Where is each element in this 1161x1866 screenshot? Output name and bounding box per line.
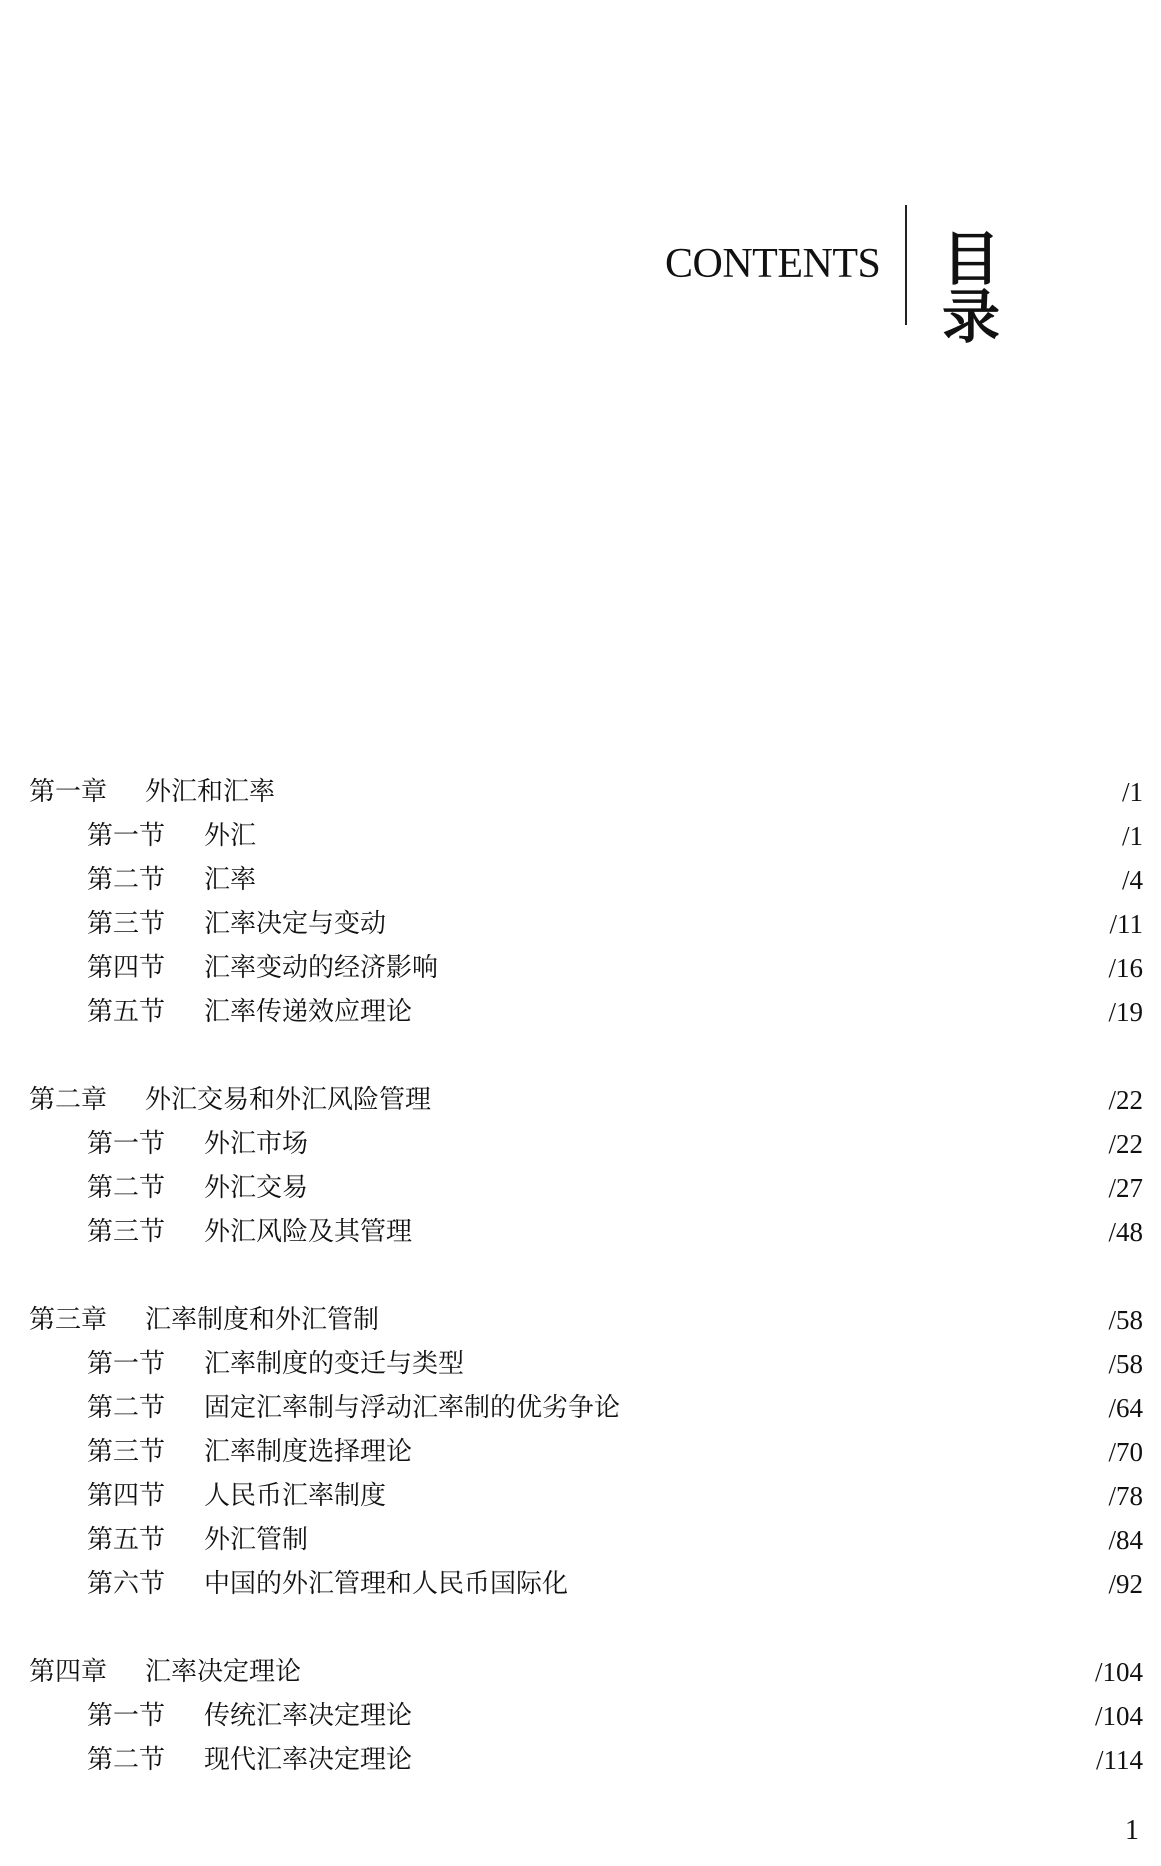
toc-section-row-title: 汇率制度选择理论: [204, 1437, 413, 1467]
toc-chapter-row-title: 外汇和汇率: [145, 777, 276, 807]
toc-section-row-num: 第三节: [87, 1437, 166, 1467]
toc-section-row[interactable]: [0, 990, 1161, 1034]
toc-section-row-page: /70: [1108, 1437, 1143, 1467]
toc-chapter-group: [0, 1078, 1161, 1254]
toc-section-row[interactable]: [0, 1122, 1161, 1166]
toc-chapter-group: [0, 1650, 1161, 1782]
toc-section-row-num: 第二节: [87, 865, 166, 895]
toc-section-row[interactable]: [0, 1166, 1161, 1210]
toc-section-row-page: /16: [1108, 953, 1143, 983]
toc-section-row-page: /48: [1108, 1217, 1143, 1247]
toc-chapter-row[interactable]: [0, 1078, 1161, 1122]
toc-section-row-page: /22: [1108, 1129, 1143, 1159]
page-number: 1: [1125, 1815, 1139, 1846]
toc-section-row-title: 外汇: [204, 821, 257, 851]
toc-chapter-row-num: 第三章: [29, 1305, 108, 1335]
toc-section-row-page: /114: [1096, 1745, 1143, 1775]
toc-section-row-title: 汇率传递效应理论: [204, 997, 413, 1027]
toc-section-row-num: 第四节: [87, 1481, 166, 1511]
toc-chapter-row-title: 汇率制度和外汇管制: [145, 1305, 380, 1335]
toc-chapter-row-num: 第二章: [29, 1085, 108, 1115]
toc-chapter-row-page: /1: [1121, 777, 1143, 807]
toc-chapter-row[interactable]: [0, 1298, 1161, 1342]
toc-section-row[interactable]: [0, 1210, 1161, 1254]
table-of-contents: [0, 770, 1161, 1782]
toc-section-row-page: /11: [1109, 909, 1143, 939]
toc-section-row-num: 第一节: [87, 821, 166, 851]
toc-section-row-num: 第五节: [87, 1525, 166, 1555]
toc-section-row-page: /27: [1108, 1173, 1143, 1203]
toc-section-row[interactable]: [0, 814, 1161, 858]
toc-section-row-title: 汇率变动的经济影响: [204, 953, 439, 983]
toc-section-row-page: /4: [1121, 865, 1143, 895]
toc-section-row-num: 第二节: [87, 1393, 166, 1423]
toc-section-row-title: 现代汇率决定理论: [204, 1745, 413, 1775]
toc-section-row-page: /84: [1108, 1525, 1143, 1555]
toc-section-row-page: /58: [1108, 1349, 1143, 1379]
toc-section-row-page: /1: [1121, 821, 1143, 851]
toc-section-row-page: /78: [1108, 1481, 1143, 1511]
toc-section-row-num: 第二节: [87, 1745, 166, 1775]
toc-section-row-num: 第四节: [87, 953, 166, 983]
toc-chapter-group: [0, 770, 1161, 1034]
toc-section-row-title: 中国的外汇管理和人民币国际化: [204, 1569, 569, 1599]
toc-section-row-title: 外汇管制: [204, 1525, 309, 1555]
toc-section-row-title: 外汇交易: [204, 1173, 309, 1203]
toc-chapter-row-title: 汇率决定理论: [145, 1657, 302, 1687]
toc-section-row-num: 第六节: [87, 1569, 166, 1599]
toc-section-row-title: 外汇风险及其管理: [204, 1217, 413, 1247]
toc-section-row-page: /92: [1108, 1569, 1143, 1599]
toc-section-row-page: /64: [1108, 1393, 1143, 1423]
toc-chapter-row[interactable]: [0, 770, 1161, 814]
toc-section-row-num: 第三节: [87, 909, 166, 939]
toc-section-row-title: 汇率: [204, 865, 257, 895]
toc-section-row[interactable]: [0, 1738, 1161, 1782]
contents-title-cn: 目录: [942, 225, 1081, 351]
toc-chapter-group: [0, 1298, 1161, 1606]
toc-section-row-num: 第三节: [87, 1217, 166, 1247]
toc-chapter-row-num: 第四章: [29, 1657, 108, 1687]
toc-section-row-page: /19: [1108, 997, 1143, 1027]
toc-section-row-num: 第一节: [87, 1349, 166, 1379]
toc-section-row[interactable]: [0, 946, 1161, 990]
toc-section-row-title: 外汇市场: [204, 1129, 309, 1159]
toc-section-row[interactable]: [0, 1474, 1161, 1518]
toc-section-row-title: 人民币汇率制度: [204, 1481, 387, 1511]
contents-title-en: CONTENTS: [665, 241, 881, 287]
toc-section-row-num: 第二节: [87, 1173, 166, 1203]
toc-chapter-row-page: /22: [1108, 1085, 1143, 1115]
toc-section-row-title: 固定汇率制与浮动汇率制的优劣争论: [204, 1393, 621, 1423]
toc-chapter-row-title: 外汇交易和外汇风险管理: [145, 1085, 432, 1115]
toc-section-row[interactable]: [0, 1562, 1161, 1606]
toc-section-row[interactable]: [0, 858, 1161, 902]
toc-section-row[interactable]: [0, 1342, 1161, 1386]
toc-section-row[interactable]: [0, 1386, 1161, 1430]
toc-chapter-row-num: 第一章: [29, 777, 108, 807]
toc-chapter-row-page: /58: [1108, 1305, 1143, 1335]
toc-section-row-title: 汇率决定与变动: [204, 909, 387, 939]
toc-section-row-title: 汇率制度的变迁与类型: [204, 1349, 465, 1379]
toc-section-row-num: 第五节: [87, 997, 166, 1027]
toc-section-row[interactable]: [0, 902, 1161, 946]
toc-section-row-title: 传统汇率决定理论: [204, 1701, 413, 1731]
toc-section-row[interactable]: [0, 1694, 1161, 1738]
toc-section-row-num: 第一节: [87, 1701, 166, 1731]
toc-section-row[interactable]: [0, 1430, 1161, 1474]
contents-header: [0, 205, 1161, 351]
header-divider: [905, 205, 907, 325]
toc-section-row-page: /104: [1094, 1701, 1143, 1731]
toc-section-row[interactable]: [0, 1518, 1161, 1562]
toc-chapter-row-page: /104: [1094, 1657, 1143, 1687]
toc-section-row-num: 第一节: [87, 1129, 166, 1159]
toc-chapter-row[interactable]: [0, 1650, 1161, 1694]
